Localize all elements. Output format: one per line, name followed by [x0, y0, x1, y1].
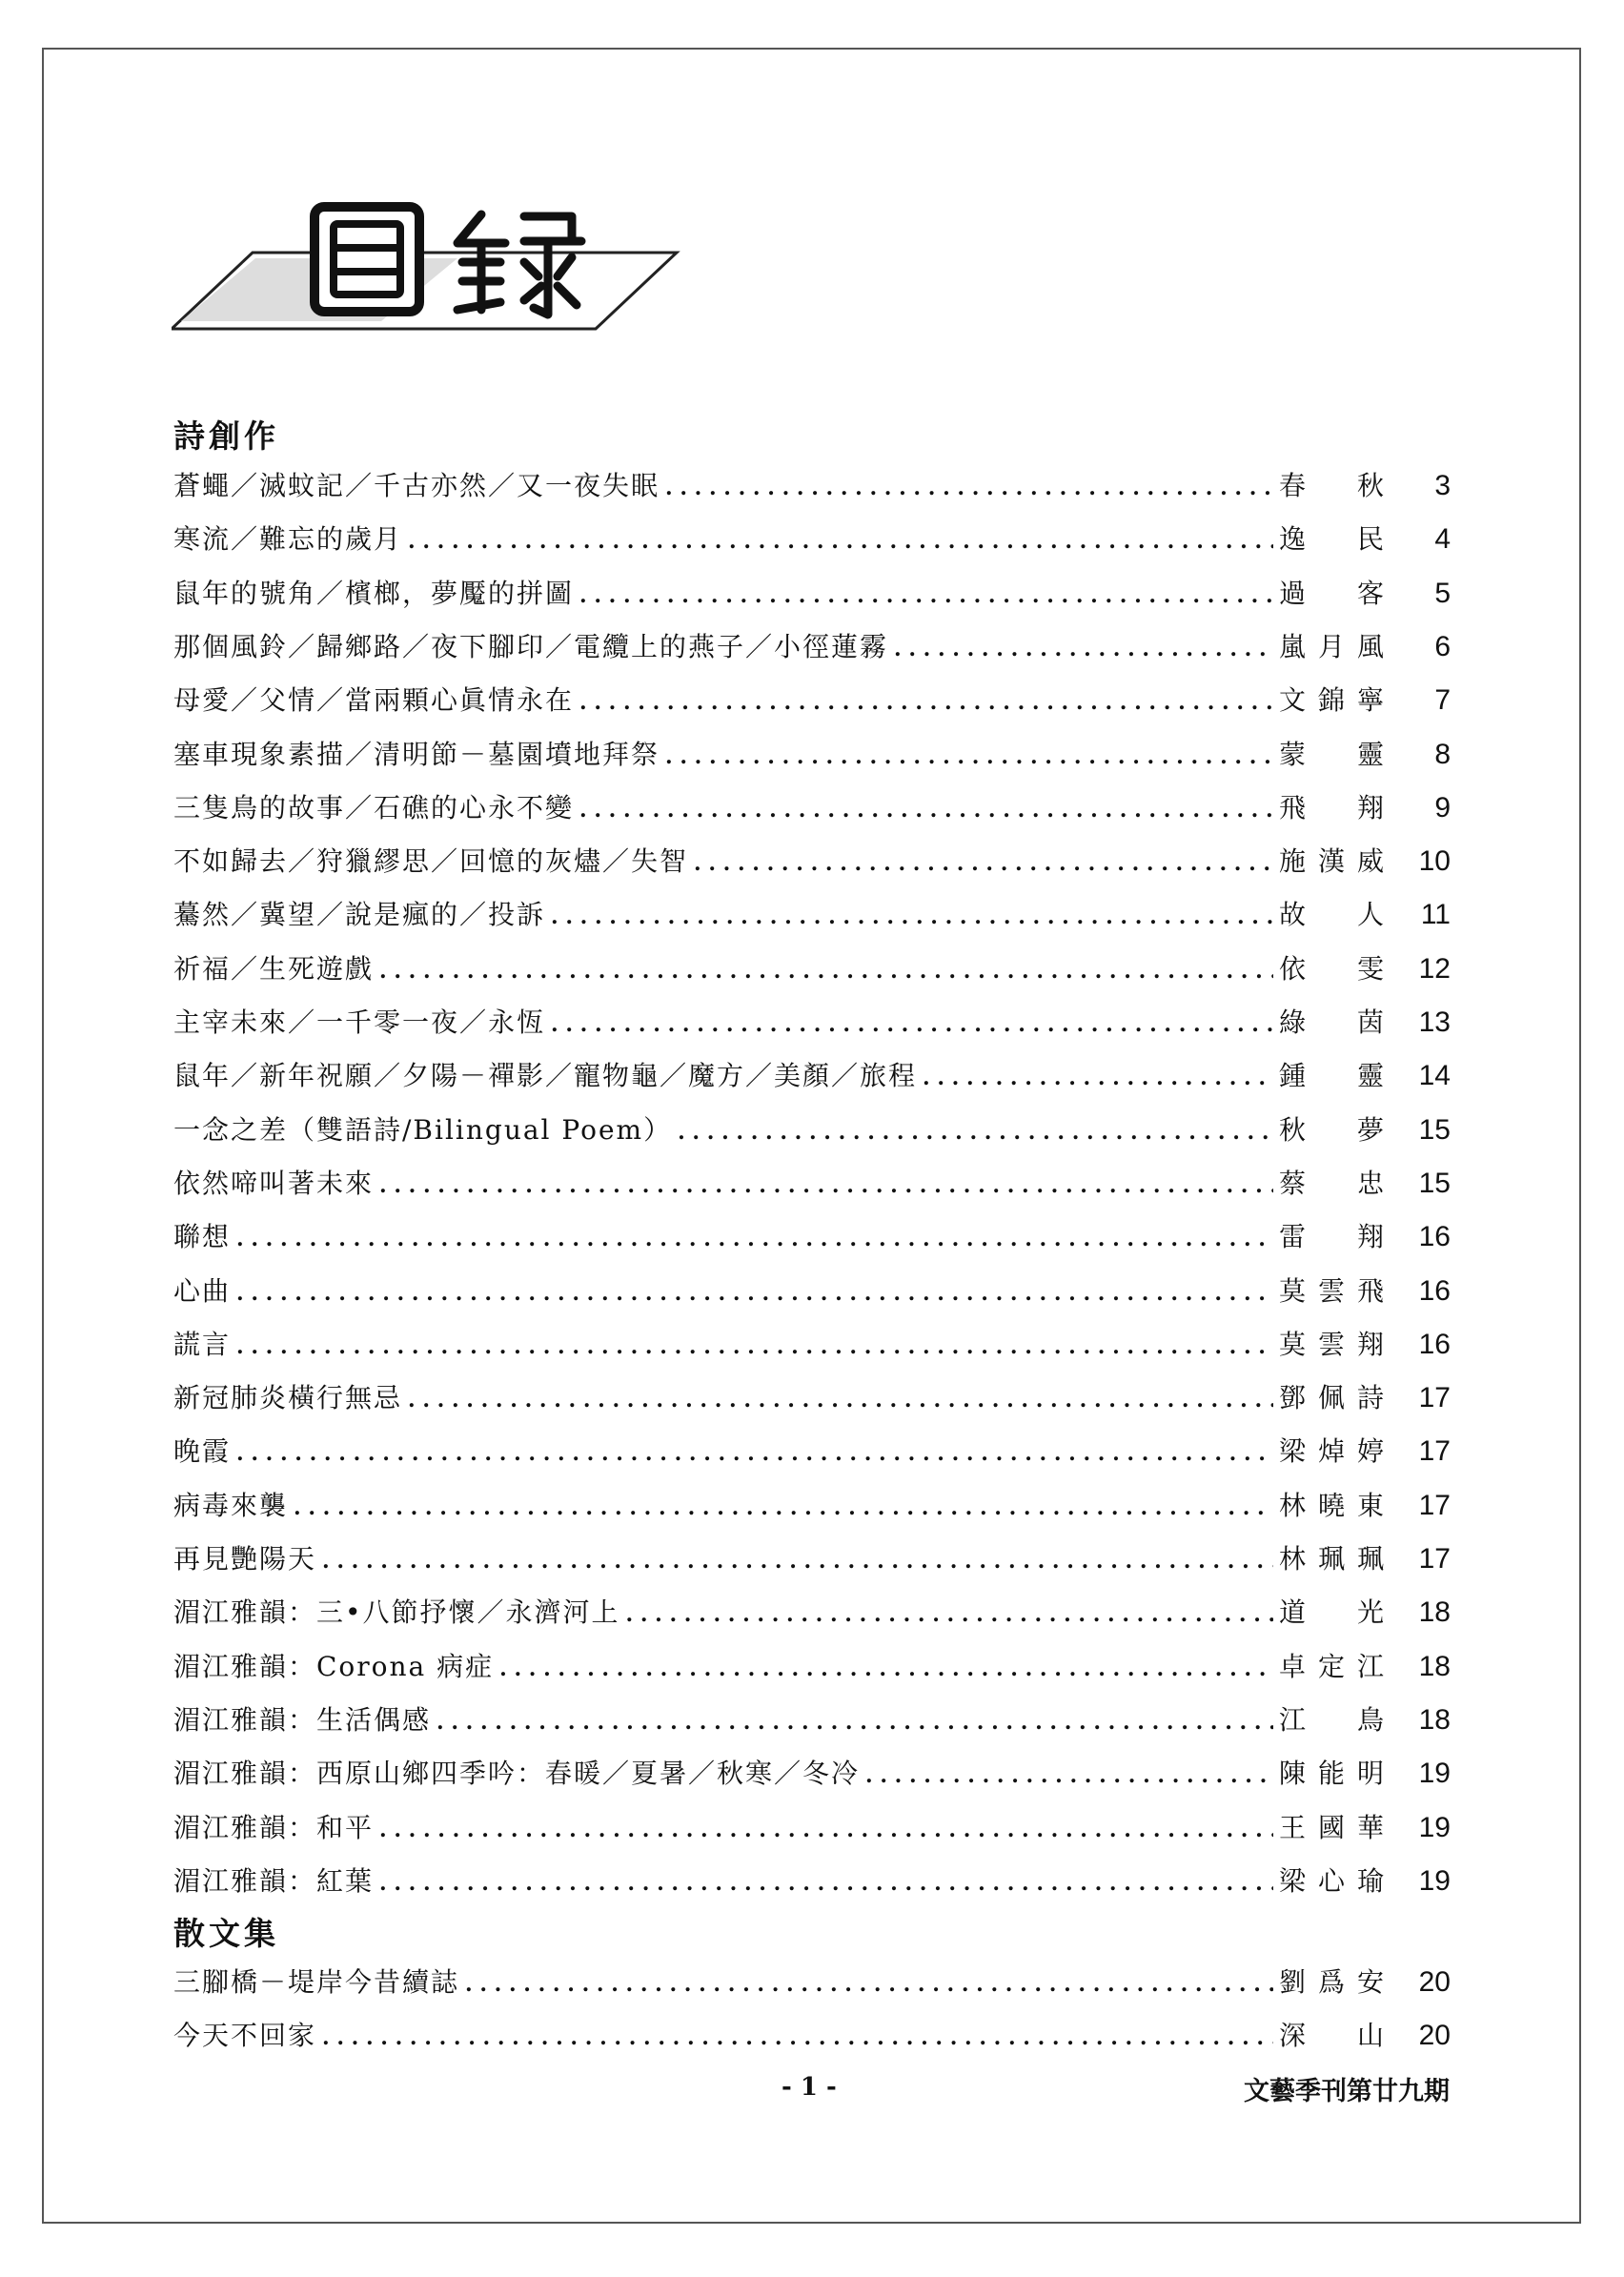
entry-page-number: 17: [1418, 1543, 1451, 1575]
entry-page-number: 6: [1434, 630, 1451, 662]
entry-author: 嵐月風: [1279, 630, 1384, 662]
entry-author: 深 山: [1279, 2020, 1384, 2052]
dot-leader: [465, 1972, 1273, 1997]
entry-title: 一念之差（雙語詩/Bilingual Poem）: [173, 1113, 673, 1146]
toc-entry: [173, 518, 1451, 557]
toc-entry: [173, 680, 1451, 718]
toc-entry: [173, 1377, 1451, 1415]
entry-title: 湄江雅韻：和平: [173, 1811, 375, 1843]
toc-entry: [173, 1002, 1451, 1040]
entry-title: 心曲: [173, 1274, 232, 1307]
toc-entry: [173, 1753, 1451, 1791]
entry-author: 蒙 靈: [1279, 738, 1384, 770]
entry-page-number: 4: [1434, 523, 1451, 556]
entry-title: 三隻鳥的故事／石礁的心永不變: [173, 791, 575, 823]
entry-page-number: 19: [1418, 1864, 1451, 1897]
dot-leader: [579, 583, 1273, 608]
toc-entry: [173, 1271, 1451, 1309]
entry-author: 梁焯婷: [1279, 1435, 1384, 1468]
entry-author: 故 人: [1279, 899, 1384, 931]
toc-entry: [173, 626, 1451, 664]
entry-page-number: 18: [1418, 1703, 1451, 1736]
title-banner: [172, 195, 686, 348]
entry-page-number: 10: [1418, 845, 1451, 878]
toc-entry: [173, 1485, 1451, 1523]
entry-page-number: 19: [1418, 1758, 1451, 1790]
entry-page-number: 17: [1418, 1435, 1451, 1468]
entry-author: 陳能明: [1279, 1758, 1384, 1790]
entry-title: 寒流／難忘的歲月: [173, 523, 403, 556]
dot-leader: [408, 1388, 1273, 1413]
toc-entry: [173, 1646, 1451, 1684]
dot-leader: [408, 529, 1273, 554]
dot-leader: [579, 798, 1273, 823]
entry-author: 道 光: [1279, 1596, 1384, 1629]
dot-leader: [379, 1173, 1273, 1198]
toc-entry: [173, 465, 1451, 503]
dot-leader: [436, 1710, 1273, 1735]
entry-author: 林珮珮: [1279, 1543, 1384, 1575]
dot-leader: [665, 744, 1273, 769]
entry-page-number: 16: [1418, 1274, 1451, 1307]
entry-author: 逸 民: [1279, 523, 1384, 556]
dot-leader: [894, 637, 1273, 661]
toc-entry: [173, 573, 1451, 611]
entry-author: 綠 茵: [1279, 1006, 1384, 1038]
dot-leader: [499, 1657, 1273, 1681]
dot-leader: [236, 1281, 1273, 1306]
entry-author: 江 鳥: [1279, 1703, 1384, 1736]
toc-entry: [173, 1860, 1451, 1899]
entry-title: 祈福／生死遊戲: [173, 952, 375, 985]
dot-leader: [322, 2025, 1273, 2050]
toc-entry: [173, 2015, 1451, 2053]
dot-leader: [551, 905, 1273, 929]
entry-title: 謊言: [173, 1328, 232, 1360]
toc-entry: [173, 1592, 1451, 1630]
entry-author: 梁心瑜: [1279, 1864, 1384, 1897]
entry-author: 依 雯: [1279, 952, 1384, 985]
entry-title: 湄江雅韻：紅葉: [173, 1864, 375, 1897]
entry-title: 鼠年／新年祝願／夕陽－禪影／寵物龜／魔方／美顏／旅程: [173, 1060, 918, 1092]
entry-author: 施漢威: [1279, 845, 1384, 878]
dot-leader: [678, 1120, 1273, 1145]
dot-leader: [551, 1012, 1273, 1037]
section-heading: 散文集: [173, 1915, 279, 1952]
entry-title: 再見艷陽天: [173, 1543, 317, 1575]
entry-author: 鍾 靈: [1279, 1060, 1384, 1092]
entry-author: 雷 翔: [1279, 1221, 1384, 1253]
entry-page-number: 19: [1418, 1811, 1451, 1843]
dot-leader: [236, 1227, 1273, 1251]
entry-page-number: 13: [1418, 1006, 1451, 1038]
toc-entry: [173, 1324, 1451, 1362]
entry-author: 莫雲翔: [1279, 1328, 1384, 1360]
entry-author: 林曉東: [1279, 1489, 1384, 1521]
entry-author: 文錦寧: [1279, 684, 1384, 717]
entry-title: 新冠肺炎橫行無忌: [173, 1382, 403, 1414]
entry-page-number: 16: [1418, 1328, 1451, 1360]
toc-entry: [173, 841, 1451, 879]
entry-page-number: 15: [1418, 1167, 1451, 1199]
toc-entry: [173, 1216, 1451, 1254]
dot-leader: [322, 1549, 1273, 1574]
entry-page-number: 17: [1418, 1382, 1451, 1414]
entry-page-number: 3: [1434, 470, 1451, 501]
entry-title: 驀然／冀望／說是瘋的／投訴: [173, 899, 546, 931]
toc-entry: [173, 948, 1451, 986]
entry-title: 不如歸去／狩獵繆思／回憶的灰燼／失智: [173, 845, 689, 878]
dot-leader: [865, 1763, 1273, 1788]
entry-page-number: 12: [1418, 952, 1451, 985]
dot-leader: [236, 1334, 1273, 1359]
entry-page-number: 16: [1418, 1221, 1451, 1253]
entry-page-number: 17: [1418, 1489, 1451, 1521]
publication-name: 文藝季刊第廿九期: [1244, 2077, 1450, 2105]
entry-page-number: 18: [1418, 1596, 1451, 1629]
entry-page-number: 8: [1434, 738, 1451, 770]
toc-entry: [173, 1962, 1451, 2000]
entry-author: 莫雲飛: [1279, 1274, 1384, 1307]
entry-title: 塞車現象素描／清明節－墓園墳地拜祭: [173, 738, 660, 770]
dot-leader: [694, 851, 1273, 876]
entry-page-number: 5: [1434, 577, 1451, 609]
entry-author: 王國華: [1279, 1811, 1384, 1843]
toc-entry: [173, 1807, 1451, 1845]
entry-author: 秋 夢: [1279, 1113, 1384, 1146]
entry-title: 那個風鈴／歸鄉路／夜下腳印／電纜上的燕子／小徑蓮霧: [173, 630, 889, 662]
entry-title: 湄江雅韻：三•八節抒懷／永濟河上: [173, 1596, 620, 1629]
entry-author: 蔡 忠: [1279, 1167, 1384, 1199]
entry-title: 依然啼叫著未來: [173, 1167, 375, 1199]
entry-author: 卓定江: [1279, 1650, 1384, 1682]
entry-title: 蒼蠅／滅蚊記／千古亦然／又一夜失眠: [173, 470, 660, 501]
entry-title: 鼠年的號角／檳榔，夢魘的拼圖: [173, 577, 575, 609]
entry-page-number: 20: [1418, 2020, 1451, 2052]
dot-leader: [379, 1818, 1273, 1842]
dot-leader: [294, 1495, 1273, 1520]
toc-entry: [173, 1109, 1451, 1148]
dot-leader: [379, 959, 1273, 984]
entry-title: 湄江雅韻：西原山鄉四季吟：春暖／夏暑／秋寒／冬冷: [173, 1758, 861, 1790]
toc-entry: [173, 1055, 1451, 1093]
entry-title: 主宰未來／一千零一夜／永恆: [173, 1006, 546, 1038]
dot-leader: [665, 476, 1273, 500]
entry-page-number: 11: [1420, 899, 1451, 931]
entry-author: 過 客: [1279, 577, 1384, 609]
entry-page-number: 9: [1434, 791, 1451, 823]
dot-leader: [626, 1602, 1273, 1627]
entry-author: 劉爲安: [1279, 1966, 1384, 1998]
entry-title: 聯想: [173, 1221, 232, 1253]
entry-page-number: 14: [1418, 1060, 1451, 1092]
toc-entry: [173, 734, 1451, 772]
entry-page-number: 15: [1418, 1113, 1451, 1146]
toc-entry: [173, 1163, 1451, 1201]
entry-author: 春 秋: [1279, 470, 1384, 501]
entry-title: 湄江雅韻：Corona 病症: [173, 1650, 495, 1682]
section-heading: 詩創作: [173, 417, 279, 455]
entry-title: 病毒來襲: [173, 1489, 289, 1521]
toc-entry: [173, 1699, 1451, 1738]
toc-entry: [173, 1431, 1451, 1469]
toc-entry: [173, 894, 1451, 932]
dot-leader: [379, 1871, 1273, 1896]
entry-author: 飛 翔: [1279, 791, 1384, 823]
entry-page-number: 20: [1418, 1966, 1451, 1998]
toc-entry: [173, 1538, 1451, 1576]
entry-author: 鄧佩詩: [1279, 1382, 1384, 1414]
dot-leader: [579, 690, 1273, 715]
entry-title: 三腳橋－堤岸今昔續誌: [173, 1966, 460, 1998]
entry-title: 今天不回家: [173, 2020, 317, 2052]
dot-leader: [236, 1441, 1273, 1466]
page-number: - 1 -: [782, 2073, 837, 2102]
entry-title: 湄江雅韻：生活偶感: [173, 1703, 432, 1736]
toc-entry: [173, 787, 1451, 825]
entry-page-number: 7: [1434, 684, 1451, 717]
entry-title: 晚霞: [173, 1435, 232, 1468]
entry-title: 母愛／父情／當兩顆心眞情永在: [173, 684, 575, 717]
dot-leader: [923, 1066, 1273, 1090]
entry-page-number: 18: [1418, 1650, 1451, 1682]
